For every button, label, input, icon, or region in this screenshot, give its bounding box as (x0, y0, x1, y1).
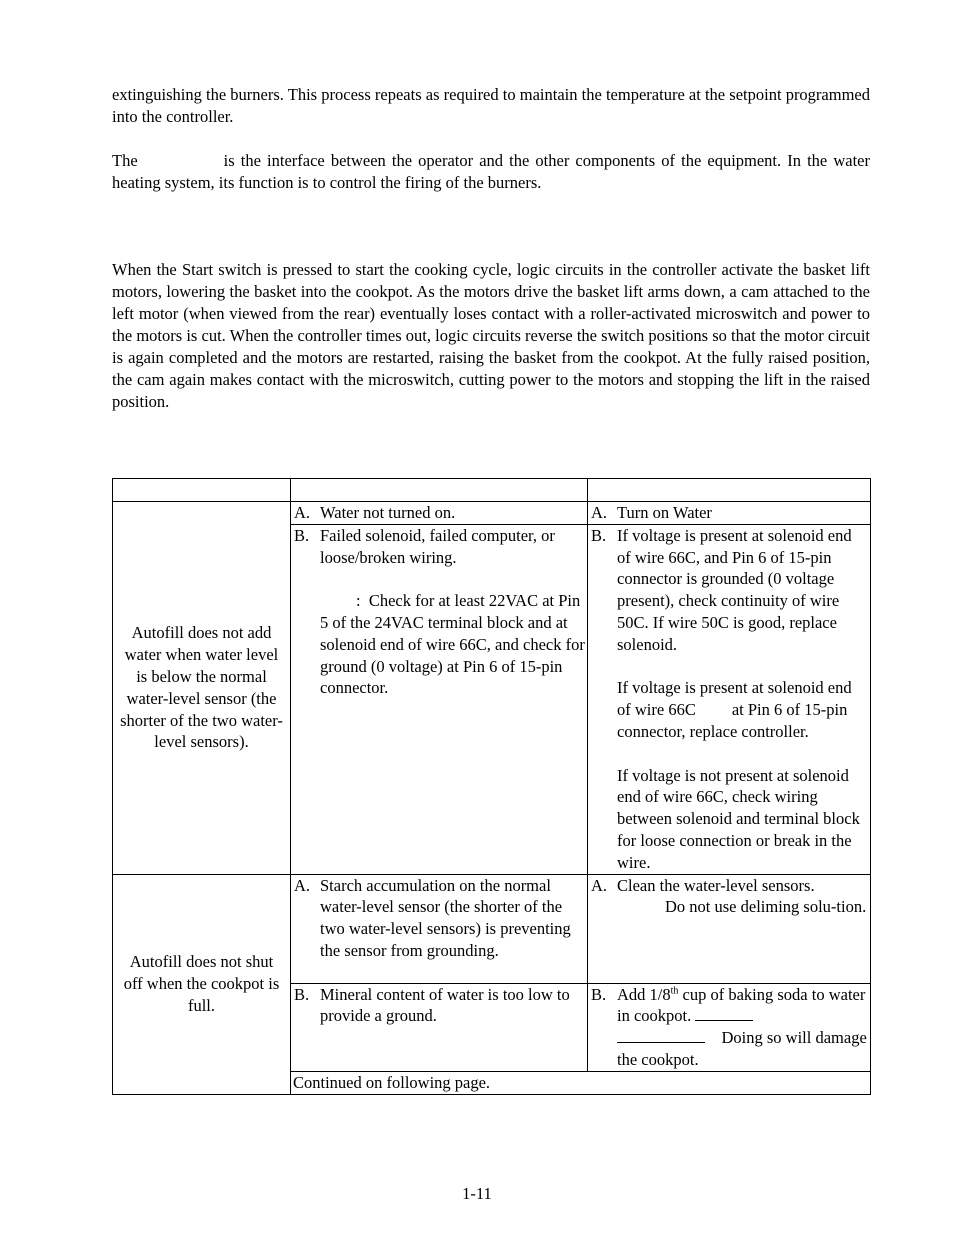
correction-text (617, 677, 869, 742)
table-row (113, 874, 871, 983)
cause-letter: A. (294, 503, 311, 522)
table-row (113, 502, 871, 525)
correction-letter: A. (591, 503, 608, 522)
cause-letter: B. (294, 984, 310, 1004)
correction-text-part: Doing so will damage the cookpot. (617, 1028, 867, 1069)
cause-cell (291, 502, 588, 525)
superscript: th (670, 985, 679, 997)
underline-blank (617, 1028, 705, 1043)
cause-note-text: Check for at least 22VAC at Pin 5 of the 24VAC terminal block and at solenoid end of wire 66C, and check for ground (0 voltage) at Pin 6 of 15-pin connector. (320, 591, 585, 698)
problem-cell: Autofill does not shut off when the cookpot is full. (113, 874, 291, 1094)
cause-text: Water not turned on. (320, 503, 456, 522)
correction-text: If voltage is present at solenoid end of wire 66C, and Pin 6 of 15-pin connector is grounded (0 voltage present), check continuity of wire 50C. If wire 50C is good, replace solenoid. (617, 525, 852, 654)
troubleshooting-table (112, 478, 871, 1095)
cause-note (320, 590, 586, 699)
correction-letter: B. (591, 984, 607, 1004)
correction-text: Clean the water-level sensors. (617, 875, 815, 895)
header-cell-problem (113, 479, 291, 502)
cause-letter: B. (294, 525, 310, 545)
correction-text: If voltage is not present at solenoid end of wire 66C, check wiring between solenoid and terminal block for loose connection or break in the wire. (617, 765, 860, 872)
underline-blank (695, 1006, 753, 1021)
paragraph-controller (112, 150, 870, 194)
header-cell-cause (291, 479, 588, 502)
correction-text-part: Do not use deliming solu-tion. (665, 897, 867, 917)
cause-letter: A. (294, 875, 311, 895)
cause-text: Mineral content of water is too low to provide a ground. (320, 984, 570, 1026)
paragraph-basket-lift: When the Start switch is pressed to start the cooking cycle, logic circuits in the controller activate the basket lift motors, lowering the basket into the cookpot. As the motors drive the basket lift arms down, a cam attached to the left motor (when viewed from the rear) eventually loses contact with a roller-activated microswitch and power to the motors is cut. When the controller times out, logic circuits reverse the switch positions so that the motor circuit is again completed and the motors are restarted, raising the basket from the cookpot. At the fully raised position, the cam again makes contact with the microswitch, cutting power to the motors and stopping the lift in the raised position. (112, 260, 870, 411)
correction-text-part: If voltage is present at solenoid end of wire 66C (617, 678, 852, 720)
correction-cell (588, 502, 871, 525)
correction-letter: B. (591, 525, 607, 545)
cause-text: Starch accumulation on the normal water-level sensor (the shorter of the two water-level sensors) is preventing the sensor from grounding. (320, 875, 571, 960)
paragraph-controller-rest: is the interface between the operator and the other components of the equipment. In the water heating system, its function is to control the firing of the burners. (112, 151, 870, 192)
correction-text: Turn on Water (617, 503, 712, 522)
correction-cell (588, 874, 871, 983)
cause-text: Failed solenoid, failed computer, or loose/broken wiring. (320, 525, 555, 567)
cause-cell (291, 524, 588, 874)
cause-note-prefix: : (356, 591, 361, 611)
paragraph-controller-start: The (112, 151, 138, 170)
correction-text-part: Add 1/8 (617, 984, 671, 1004)
correction-text (617, 896, 869, 918)
correction-text-part: cup of baking soda to water in cookpot. (617, 984, 866, 1026)
header-cell-correction (588, 479, 871, 502)
correction-letter: A. (591, 875, 608, 895)
paragraph-burners: extinguishing the burners. This process repeats as required to maintain the temperature at the setpoint programmed into the controller. (112, 85, 870, 126)
table-header-row (113, 479, 871, 502)
correction-text (617, 984, 869, 1071)
page-number: 1-11 (462, 1184, 492, 1203)
cause-cell (291, 983, 588, 1071)
correction-cell (588, 983, 871, 1071)
correction-text-part: at Pin 6 of 15-pin connector, replace controller. (617, 700, 848, 741)
problem-cell: Autofill does not add water when water level is below the normal water-level sensor (the shorter of the two water-level sensors). (113, 502, 291, 875)
cause-cell (291, 874, 588, 983)
continued-note: Continued on following page. (291, 1071, 871, 1094)
correction-cell (588, 524, 871, 874)
